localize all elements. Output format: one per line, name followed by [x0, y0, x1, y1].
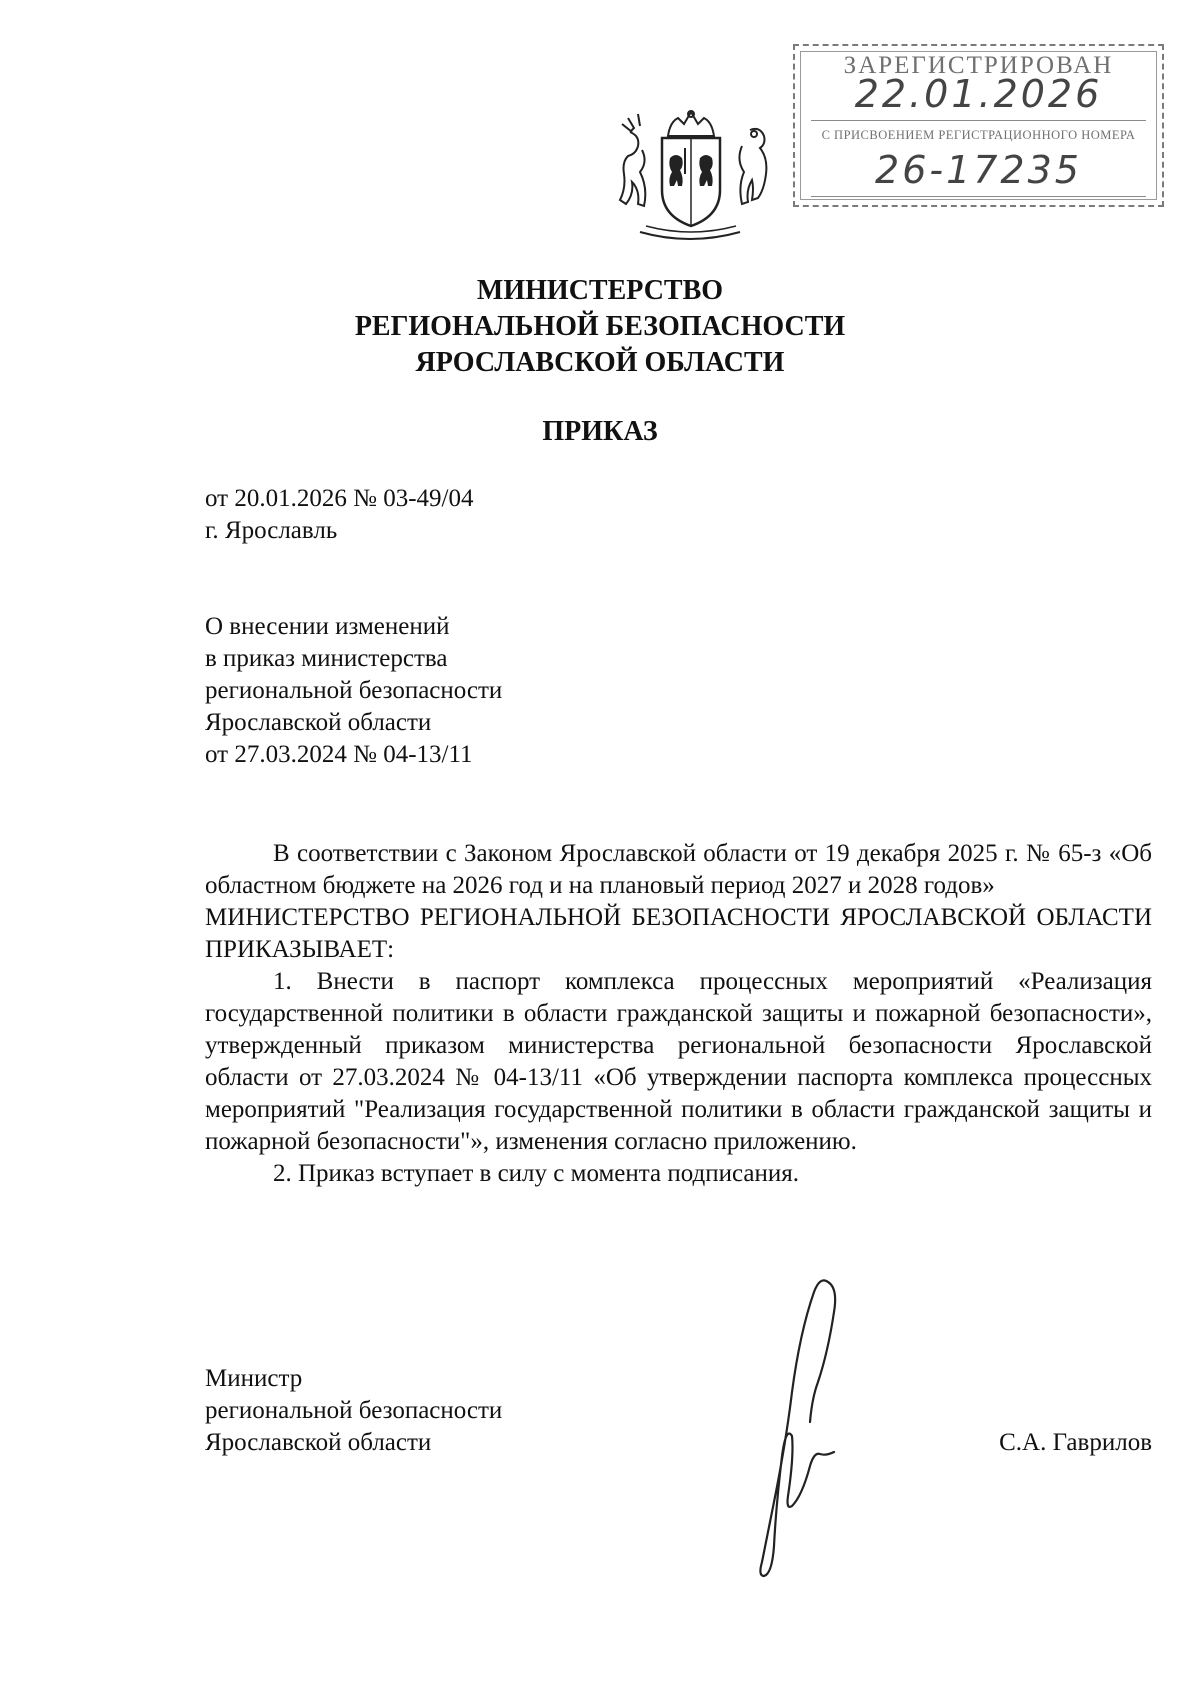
document-meta	[205, 483, 473, 547]
item-2-paragraph: 2. Приказ вступает в силу с момента подписания.	[273, 1160, 799, 1187]
item-1-paragraph: 1. Внести в паспорт комплекса процессных мероприятий «Реализация государственной политики в области гражданской защиты и пожарной безопасности», утвержденный приказом министерства региональной безопасности Ярославской области от 27.03.2024 № 04-13/11 «Об утверждении паспорта комплекса процессных мероприятий "Реализация государственной политики в области гражданской защиты и пожарной безопасности"», изменения согласно приложению.	[205, 968, 1152, 1155]
organization-title	[0, 273, 1200, 381]
stamp-date: 22.01.2026	[854, 72, 1103, 116]
stamp-subtitle: С ПРИСВОЕНИЕМ РЕГИСТРАЦИОННОГО НОМЕРА	[821, 128, 1136, 142]
preamble-paragraph: В соответствии с Законом Ярославской области от 19 декабря 2025 г. № 65-з «Об областном бюджете на 2026 год и на плановый период 2027 и 2028 годов»	[205, 840, 1152, 899]
stamp-number: 26-17235	[875, 148, 1082, 192]
coat-of-arms-icon	[600, 108, 780, 248]
signer-position: Министр региональной безопасности Ярославской области	[205, 1365, 503, 1456]
registration-stamp	[793, 44, 1164, 207]
stamp-title: ЗАРЕГИСТРИРОВАН	[843, 52, 1114, 79]
document-type: ПРИКАЗ	[542, 416, 658, 447]
document-body	[205, 838, 1152, 1190]
decree-paragraph: МИНИСТЕРСТВО РЕГИОНАЛЬНОЙ БЕЗОПАСНОСТИ ЯРОСЛАВСКОЙ ОБЛАСТИ ПРИКАЗЫВАЕТ:	[205, 904, 1152, 963]
handwritten-signature-icon	[720, 1270, 880, 1600]
org-line-1: МИНИСТЕРСТВО	[476, 275, 724, 306]
org-line-3: ЯРОСЛАВСКОЙ ОБЛАСТИ	[415, 347, 785, 378]
city: г. Ярославль	[205, 517, 338, 544]
document-subject: О внесении изменений в приказ министерства региональной безопасности Ярославской области от 27.03.2024 № 04-13/11	[205, 613, 503, 768]
signer-name: С.А. Гаврилов	[999, 1429, 1152, 1456]
org-line-2: РЕГИОНАЛЬНОЙ БЕЗОПАСНОСТИ	[354, 311, 846, 342]
date-number: от 20.01.2026 № 03-49/04	[205, 485, 474, 512]
